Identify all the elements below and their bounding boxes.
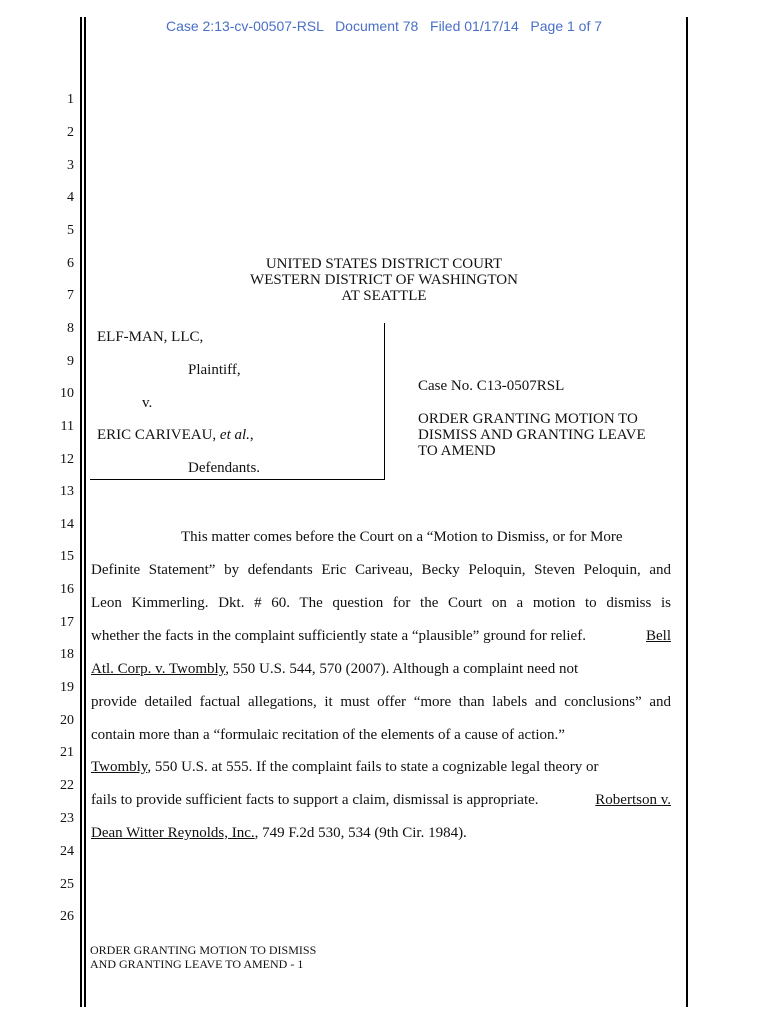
line-number: 10 [60, 386, 74, 401]
defendant-name [97, 427, 254, 444]
line-number: 8 [67, 321, 74, 336]
defendant-comma: , [249, 427, 254, 443]
line-number: 5 [67, 223, 74, 238]
defendant-name-text: ERIC CARIVEAU, [97, 427, 217, 443]
case-citation: Bell [646, 628, 671, 644]
line-number: 2 [67, 125, 74, 140]
line-number: 21 [60, 745, 74, 760]
line-number: 19 [60, 680, 74, 695]
line-number: 3 [67, 158, 74, 173]
body-text: whether the facts in the complaint sufficiently state a “plausible” ground for relief. [91, 628, 586, 644]
line-number: 16 [60, 582, 74, 597]
case-number: Case No. C13-0507RSL [418, 378, 565, 394]
body-line: This matter comes before the Court on a “Motion to Dismiss, or for More [181, 529, 623, 545]
line-number: 7 [67, 288, 74, 303]
plaintiff-name: ELF-MAN, LLC, [97, 329, 204, 345]
body-line [91, 660, 671, 678]
plaintiff-role: Plaintiff, [188, 362, 241, 378]
ecf-header-stamp: Case 2:13-cv-00507-RSL Document 78 Filed 01/17/14 Page 1 of 7 [165, 18, 603, 34]
body-line [91, 627, 671, 645]
left-margin-rule-inner [84, 17, 86, 1007]
line-number: 23 [60, 811, 74, 826]
case-citation: Twombly [91, 759, 148, 775]
line-number: 11 [60, 419, 74, 434]
body-line: provide detailed factual allegations, it must offer “more than labels and conclusions” and [91, 694, 671, 710]
defendant-et-al: et al. [219, 427, 250, 443]
case-citation: Robertson v. [595, 792, 671, 808]
body-text: , 550 U.S. 544, 570 (2007). Although a complaint need not [225, 661, 579, 677]
line-number: 26 [60, 909, 74, 924]
line-number: 17 [60, 615, 74, 630]
caption-divider-vertical [384, 323, 385, 480]
order-title-line-3: TO AMEND [418, 443, 496, 459]
footer-title-line-1: ORDER GRANTING MOTION TO DISMISS [90, 943, 317, 957]
body-line: Definite Statement” by defendants Eric Cariveau, Becky Peloquin, Steven Peloquin, and [91, 562, 671, 578]
line-number: 24 [60, 844, 74, 859]
body-text: fails to provide sufficient facts to support a claim, dismissal is appropriate. [91, 792, 539, 808]
line-number: 20 [60, 713, 74, 728]
caption-divider-horizontal [90, 479, 385, 480]
line-number: 18 [60, 647, 74, 662]
order-title-line-2: DISMISS AND GRANTING LEAVE [418, 427, 646, 443]
body-text: , 749 F.2d 530, 534 (9th Cir. 1984). [254, 825, 467, 841]
line-number: 4 [67, 190, 74, 205]
line-number: 25 [60, 877, 74, 892]
body-line: Leon Kimmerling. Dkt. # 60. The question for the Court on a motion to dismiss is [91, 595, 671, 611]
line-number: 13 [60, 484, 74, 499]
line-number: 12 [60, 452, 74, 467]
versus: v. [142, 395, 153, 411]
court-name: UNITED STATES DISTRICT COURT [265, 256, 503, 272]
footer-title-line-2: AND GRANTING LEAVE TO AMEND - 1 [90, 957, 304, 971]
case-citation: Dean Witter Reynolds, Inc. [91, 825, 255, 841]
body-line: contain more than a “formulaic recitation of the elements of a cause of action.” [91, 727, 565, 743]
body-line [91, 758, 671, 776]
line-number: 15 [60, 549, 74, 564]
line-number: 22 [60, 778, 74, 793]
body-text: , 550 U.S. at 555. If the complaint fails to state a cognizable legal theory or [147, 759, 599, 775]
line-number: 9 [67, 354, 74, 369]
case-citation: Atl. Corp. v. Twombly [91, 661, 226, 677]
line-number: 1 [67, 92, 74, 107]
right-margin-rule [686, 17, 688, 1007]
body-line [91, 824, 671, 842]
court-location: AT SEATTLE [341, 288, 427, 304]
body-line [91, 791, 671, 809]
line-number: 6 [67, 256, 74, 271]
line-number: 14 [60, 517, 74, 532]
left-margin-rule-outer [80, 17, 82, 1007]
court-district: WESTERN DISTRICT OF WASHINGTON [250, 272, 518, 288]
order-title-line-1: ORDER GRANTING MOTION TO [418, 411, 638, 427]
defendant-role: Defendants. [188, 460, 261, 476]
